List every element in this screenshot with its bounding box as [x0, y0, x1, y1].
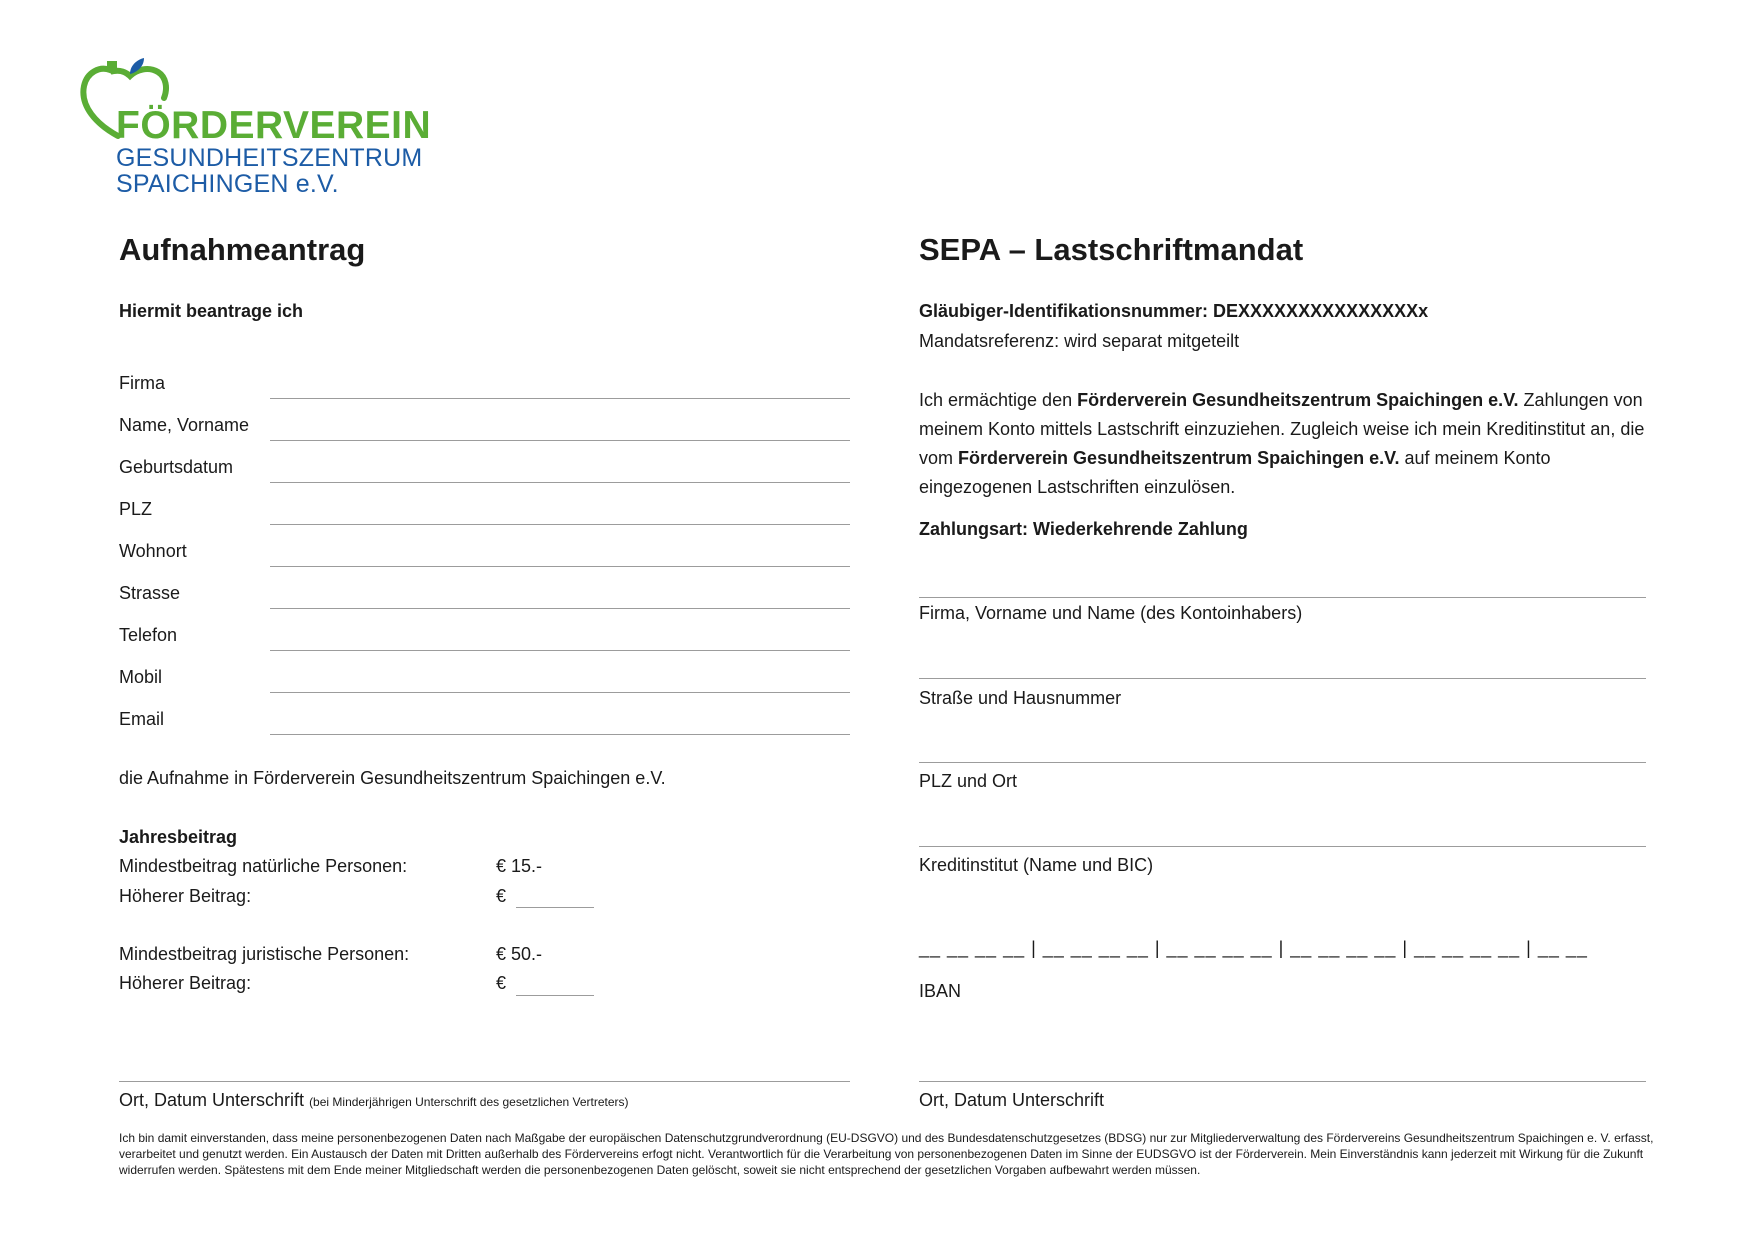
logo-line3: SPAICHINGEN e.V.	[116, 170, 339, 198]
fee-label: Höherer Beitrag:	[119, 973, 252, 993]
email-input-line[interactable]	[270, 734, 850, 735]
auth-text-part: Zahlungen von meinem Konto mittels Lastschrift einzuziehen. Zugleich weise ich mein Kreditinstitut an, die vom	[919, 390, 1645, 468]
auth-text-part: auf meinem Konto eingezogenen Lastschriften einzulösen.	[919, 448, 1551, 497]
signature-label-right: Ort, Datum Unterschrift	[919, 1090, 1105, 1110]
signature-note: (bei Minderjährigen Unterschrift des gesetzlichen Vertreters)	[309, 1095, 629, 1109]
fee-label: Höherer Beitrag:	[119, 886, 252, 906]
mobil-input-line[interactable]	[270, 692, 850, 693]
creditor-id: Gläubiger-Identifikationsnummer: DEXXXXXXXXXXXXXXXx	[919, 301, 1429, 321]
field-label: Firma	[119, 373, 165, 393]
fee-heading: Jahresbeitrag	[119, 827, 238, 847]
plz-input-line[interactable]	[270, 524, 850, 525]
field-label: Geburtsdatum	[119, 457, 234, 477]
field-label: Wohnort	[119, 541, 187, 561]
logo	[78, 54, 432, 204]
iban-input[interactable]: __ __ __ __ | __ __ __ __ | __ __ __ __ | __ __ __ __ | __ __ __ __ | __ __	[919, 938, 1588, 958]
account-holder-input-line[interactable]	[919, 597, 1646, 598]
plz-ort-input-line[interactable]	[919, 762, 1646, 763]
authorization-text	[919, 386, 1659, 502]
field-label: PLZ	[119, 499, 153, 519]
membership-statement: die Aufnahme in Förderverein Gesundheitszentrum Spaichingen e.V.	[119, 768, 666, 788]
name-input-line[interactable]	[270, 440, 850, 441]
logo-line2: GESUNDHEITSZENTRUM	[116, 144, 423, 172]
higher-fee-input-line[interactable]	[516, 907, 594, 908]
field-label: Straße und Hausnummer	[919, 688, 1122, 708]
field-label: Kreditinstitut (Name und BIC)	[919, 855, 1154, 875]
logo-title: FÖRDERVEREIN	[116, 104, 432, 147]
wohnort-input-line[interactable]	[270, 566, 850, 567]
field-label: PLZ und Ort	[919, 771, 1018, 791]
intro-text: Hiermit beantrage ich	[119, 301, 304, 321]
fee-value: €	[496, 973, 507, 993]
payment-type: Zahlungsart: Wiederkehrende Zahlung	[919, 519, 1248, 539]
fee-value: € 50.-	[496, 944, 543, 964]
field-label: Email	[119, 709, 165, 729]
fee-value: € 15.-	[496, 856, 543, 876]
iban-label: IBAN	[919, 981, 962, 1001]
field-label: Firma, Vorname und Name (des Kontoinhabers)	[919, 603, 1303, 623]
consent-text: Ich bin damit einverstanden, dass meine personenbezogenen Daten nach Maßgabe der europäischen Datenschutzgrundverordnung (EU-DSGVO) und des Bundesdatenschutzgesetzes (BDSG) nur zur Mitgliederverwaltung des Fördervereins Gesundheitszentrum Spaichingen e. V. erfasst, verarbeitet und genutzt werden. Ein Austausch der Daten mit Dritten außerhalb des Fördervereins erfogt nicht. Verantwortlich für die Verarbeitung von personenbezogenen Daten im Sinne der EUDSGVO ist der Förderverein. Mein Einverständnis kann jederzeit mit Wirkung für die Zukunft widerrufen werden. Spätestens mit dem Ende meiner Mitgliedschaft werden die personenbezogenen Daten gelöscht, soweit sie nicht entsprechend der gesetzlichen Vorgaben aufbewahrt werden müssen.	[119, 1131, 1654, 1177]
signature-label: Ort, Datum Unterschrift	[119, 1090, 305, 1110]
signature-label-left	[119, 1090, 629, 1111]
street-input-line[interactable]	[919, 678, 1646, 679]
auth-org-name: Förderverein Gesundheitszentrum Spaichingen e.V.	[958, 448, 1400, 468]
fee-label: Mindestbeitrag juristische Personen:	[119, 944, 410, 964]
auth-org-name: Förderverein Gesundheitszentrum Spaichingen e.V.	[1077, 390, 1519, 410]
higher-fee-input-line[interactable]	[516, 995, 594, 996]
firma-input-line[interactable]	[270, 398, 850, 399]
auth-text-part: Ich ermächtige den	[919, 390, 1078, 410]
birthdate-input-line[interactable]	[270, 482, 850, 483]
field-label: Telefon	[119, 625, 178, 645]
page-title-left: Aufnahmeantrag	[119, 232, 366, 267]
fee-label: Mindestbeitrag natürliche Personen:	[119, 856, 408, 876]
field-label: Strasse	[119, 583, 181, 603]
field-label: Mobil	[119, 667, 163, 687]
field-label: Name, Vorname	[119, 415, 250, 435]
page-title-right: SEPA – Lastschriftmandat	[919, 232, 1304, 267]
fee-value: €	[496, 886, 507, 906]
strasse-input-line[interactable]	[270, 608, 850, 609]
telefon-input-line[interactable]	[270, 650, 850, 651]
signature-line-right[interactable]	[919, 1081, 1646, 1082]
signature-line-left[interactable]	[119, 1081, 850, 1082]
bank-input-line[interactable]	[919, 846, 1646, 847]
mandate-reference: Mandatsreferenz: wird separat mitgeteilt	[919, 331, 1240, 351]
